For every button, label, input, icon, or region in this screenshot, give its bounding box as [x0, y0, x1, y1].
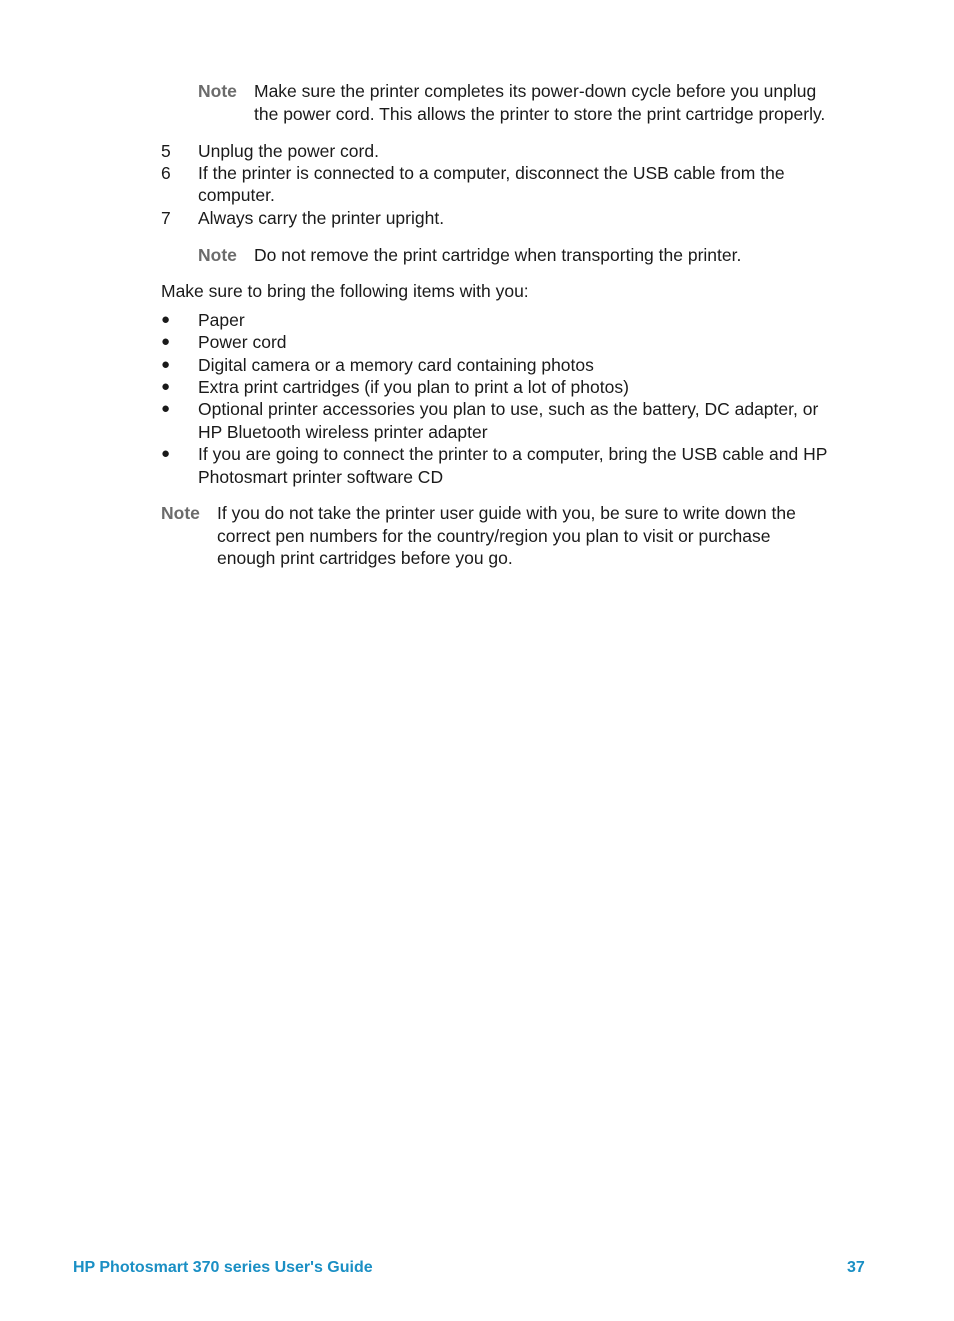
- step-text: Unplug the power cord.: [198, 141, 379, 161]
- list-item-text: Paper: [198, 310, 245, 330]
- items-intro: Make sure to bring the following items with you:: [161, 281, 529, 301]
- note-text-line: Do not remove the print cartridge when transporting the printer.: [254, 245, 742, 265]
- bullet-icon: ●: [161, 378, 171, 395]
- bullet-icon: ●: [161, 445, 171, 462]
- bullet-icon: ●: [161, 400, 171, 417]
- step-text: If the printer is connected to a computer, disconnect the USB cable from the: [198, 163, 785, 183]
- note-label: Note: [198, 245, 237, 265]
- note-text-line: the power cord. This allows the printer to store the print cartridge properly.: [254, 104, 826, 124]
- note-label: Note: [198, 81, 237, 101]
- bullet-icon: ●: [161, 356, 171, 373]
- list-item-text: Power cord: [198, 332, 287, 352]
- note-text-line: If you do not take the printer user guide with you, be sure to write down the: [217, 503, 796, 523]
- list-item-text: Photosmart printer software CD: [198, 467, 444, 487]
- note-text-line: correct pen numbers for the country/region you plan to visit or purchase: [217, 526, 771, 546]
- step-number: 5: [161, 141, 171, 161]
- note-text-line: enough print cartridges before you go.: [217, 548, 513, 568]
- step-text: computer.: [198, 185, 275, 205]
- step-text: Always carry the printer upright.: [198, 208, 445, 228]
- footer-title: HP Photosmart 370 series User's Guide: [73, 1259, 373, 1276]
- note-label: Note: [161, 503, 200, 523]
- list-item-text: Extra print cartridges (if you plan to print a lot of photos): [198, 377, 629, 397]
- step-number: 6: [161, 163, 171, 183]
- page-number: 37: [847, 1259, 865, 1276]
- list-item-text: Optional printer accessories you plan to use, such as the battery, DC adapter, or: [198, 399, 819, 419]
- bullet-icon: ●: [161, 311, 171, 328]
- list-item-text: Digital camera or a memory card containing photos: [198, 355, 594, 375]
- list-item-text: HP Bluetooth wireless printer adapter: [198, 422, 488, 442]
- step-number: 7: [161, 208, 171, 228]
- bullet-icon: ●: [161, 333, 171, 350]
- note-text-line: Make sure the printer completes its power-down cycle before you unplug: [254, 81, 817, 101]
- list-item-text: If you are going to connect the printer to a computer, bring the USB cable and HP: [198, 444, 828, 464]
